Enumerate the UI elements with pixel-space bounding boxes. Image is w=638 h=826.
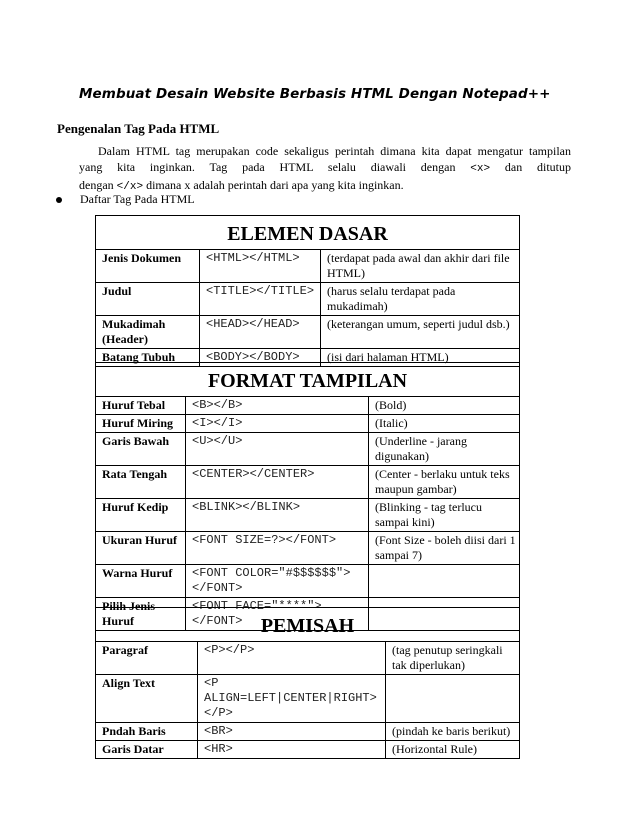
row-tag: <I></I> — [186, 415, 369, 433]
row-name: Align Text — [96, 675, 198, 723]
row-tag: <HR> — [198, 741, 386, 759]
row-desc: (keterangan umum, seperti judul dsb.) — [321, 316, 520, 349]
row-tag: <FONT FACE="****"></FONT> — [186, 598, 369, 631]
table-row — [96, 675, 520, 723]
row-desc — [369, 565, 520, 598]
row-tag: <P ALIGN=LEFT|CENTER|RIGHT></P> — [198, 675, 386, 723]
row-desc: (Blinking - tag terlucu sampai kini) — [369, 499, 520, 532]
open-tag-example: <x> — [470, 163, 491, 175]
intro-text: dimana x adalah perintah dari apa yang kita inginkan. — [146, 178, 404, 192]
row-name: Pilih Jenis Huruf — [96, 598, 186, 631]
row-tag: <HTML></HTML> — [200, 250, 321, 283]
table-row — [96, 499, 520, 532]
row-name: Warna Huruf — [96, 565, 186, 598]
table-format-tampilan — [95, 362, 520, 631]
row-tag: <TITLE></TITLE> — [200, 283, 321, 316]
row-name: Batang Tubuh — [96, 349, 200, 367]
row-name: Garis Bawah — [96, 433, 186, 466]
row-tag: <CENTER></CENTER> — [186, 466, 369, 499]
row-name: Jenis Dokumen — [96, 250, 200, 283]
row-desc: (isi dari halaman HTML) — [321, 349, 520, 367]
table-row — [96, 397, 520, 415]
row-name: Huruf Miring — [96, 415, 186, 433]
row-desc — [386, 675, 520, 723]
row-name: Ukuran Huruf — [96, 532, 186, 565]
table-row — [96, 316, 520, 349]
intro-text: yang kita inginkan. Tag pada HTML selalu diawali dengan — [79, 160, 456, 174]
table-row — [96, 433, 520, 466]
table-elemen-dasar — [95, 215, 520, 367]
row-tag: <U></U> — [186, 433, 369, 466]
table-header: ELEMEN DASAR — [96, 216, 520, 250]
row-tag: <P></P> — [198, 642, 386, 675]
table-row — [96, 283, 520, 316]
row-tag: <FONT COLOR="#$$$$$$"></FONT> — [186, 565, 369, 598]
row-name: Pndah Baris — [96, 723, 198, 741]
row-tag: <B></B> — [186, 397, 369, 415]
intro-text: dan ditutup — [504, 160, 571, 174]
row-desc: (Horizontal Rule) — [386, 741, 520, 759]
row-desc: (Bold) — [369, 397, 520, 415]
table-pemisah — [95, 607, 520, 759]
row-desc: (Italic) — [369, 415, 520, 433]
bullet-label: Daftar Tag Pada HTML — [80, 192, 195, 206]
row-name: Huruf Kedip — [96, 499, 186, 532]
row-name: Judul — [96, 283, 200, 316]
row-desc: (Font Size - boleh diisi dari 1 sampai 7) — [369, 532, 520, 565]
intro-line-2 — [79, 159, 571, 177]
table-row — [96, 741, 520, 759]
intro-paragraph — [79, 143, 571, 195]
row-desc: (pindah ke baris berikut) — [386, 723, 520, 741]
row-name: Huruf Tebal — [96, 397, 186, 415]
table-header: FORMAT TAMPILAN — [96, 363, 520, 397]
section-subtitle: Pengenalan Tag Pada HTML — [57, 121, 220, 136]
row-name: Garis Datar — [96, 741, 198, 759]
table-row — [96, 565, 520, 598]
row-tag: <HEAD></HEAD> — [200, 316, 321, 349]
bullet-item — [56, 192, 195, 207]
table-row — [96, 532, 520, 565]
table-header: PEMISAH — [96, 608, 520, 642]
row-tag: <BR> — [198, 723, 386, 741]
table-row — [96, 466, 520, 499]
row-desc: (Center - berlaku untuk teks maupun gambar) — [369, 466, 520, 499]
table-row — [96, 723, 520, 741]
row-desc: (tag penutup seringkali tak diperlukan) — [386, 642, 520, 675]
bullet-icon — [56, 197, 62, 203]
row-name: Rata Tengah — [96, 466, 186, 499]
row-desc: (harus selalu terdapat pada mukadimah) — [321, 283, 520, 316]
close-tag-example: </x> — [116, 181, 144, 193]
row-tag: <FONT SIZE=?></FONT> — [186, 532, 369, 565]
row-desc: (Underline - jarang digunakan) — [369, 433, 520, 466]
row-tag: <BODY></BODY> — [200, 349, 321, 367]
table-row — [96, 642, 520, 675]
row-tag: <BLINK></BLINK> — [186, 499, 369, 532]
row-name: Paragraf — [96, 642, 198, 675]
intro-line-1: Dalam HTML tag merupakan code sekaligus perintah dimana kita dapat mengatur tampilan — [98, 144, 571, 158]
table-row — [96, 415, 520, 433]
table-row — [96, 250, 520, 283]
row-name: Mukadimah (Header) — [96, 316, 200, 349]
document-title: Membuat Desain Website Berbasis HTML Dengan Notepad++ — [79, 86, 551, 102]
row-desc: (terdapat pada awal dan akhir dari file HTML) — [321, 250, 520, 283]
intro-text: dengan — [79, 178, 114, 192]
